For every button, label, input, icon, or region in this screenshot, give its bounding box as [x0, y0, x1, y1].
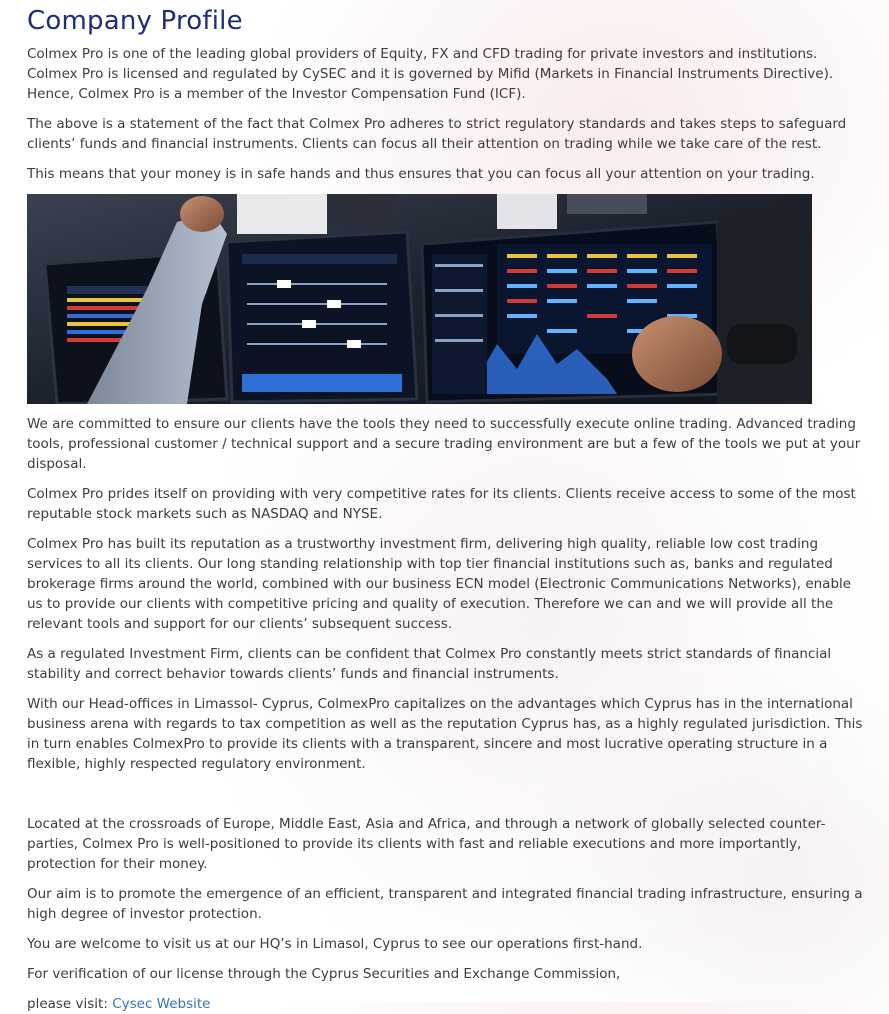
intro-paragraph: Colmex Pro is one of the leading global providers of Equity, FX and CFD trading for private investors and institutions. Colmex Pro is licensed and regulated by CySEC and it is governed by Mifid (Markets in Financial Instruments Directive). Hence, Colmex Pro is a member of the Investor Compensation Fund (ICF). — [27, 46, 834, 102]
commitment-paragraph: We are committed to ensure our clients have the tools they need to successfully execute online trading. Advanced trading tools, professional customer / technical support and a secure trading environment are but a few of the tools we put at your disposal. — [27, 416, 861, 472]
company-profile-page — [27, 0, 869, 1014]
verification-paragraph: For verification of our license through the Cyprus Securities and Exchange Commission, — [27, 966, 621, 982]
regulation-paragraph: The above is a statement of the fact that Colmex Pro adheres to strict regulatory standards and takes steps to safeguard clients’ funds and financial instruments. Clients can focus all their attention on trading while we take care of the rest. — [27, 116, 847, 152]
trading-desk-photo — [27, 194, 812, 404]
visit-paragraph: You are welcome to visit us at our HQ’s in Limasol, Cyprus to see our operations first-hand. — [27, 936, 643, 952]
page-title: Company Profile — [27, 6, 243, 36]
cysec-website-link[interactable]: Cysec Website — [112, 996, 211, 1012]
rates-paragraph: Colmex Pro prides itself on providing with very competitive rates for its clients. Clients receive access to some of the most reputable stock markets such as NASDAQ and NYSE. — [27, 486, 856, 522]
head-office-paragraph: With our Head-offices in Limassol- Cyprus, ColmexPro capitalizes on the advantages which Cyprus has in the international business arena with regards to tax competition as well as the reputation Cyprus has, as a highly regulated jurisdiction. This in turn enables ColmexPro to provide its clients with a transparent, sincere and most lucrative operating structure in a flexible, highly respected regulatory environment. — [27, 696, 863, 772]
visit-prefix: please visit: — [27, 996, 113, 1012]
visit-link-line — [27, 994, 869, 1014]
location-paragraph: Located at the crossroads of Europe, Middle East, Asia and Africa, and through a network of globally selected counter-parties, Colmex Pro is well-positioned to provide its clients with fast and reliable executions and more importantly, protection for their money. — [27, 816, 826, 872]
aim-paragraph: Our aim is to promote the emergence of an efficient, transparent and integrated financial trading infrastructure, ensuring a high degree of investor protection. — [27, 886, 863, 922]
safety-paragraph: This means that your money is in safe hands and thus ensures that you can focus all your attention on your trading. — [27, 166, 815, 182]
reputation-paragraph: Colmex Pro has built its reputation as a trustworthy investment firm, delivering high quality, reliable low cost trading services to all its clients. Our long standing relationship with top tier financial institutions such as, banks and regulated brokerage firms around the world, combined with our business ECN model (Electronic Communications Networks), enable us to provide our clients with competitive pricing and quality of execution. Therefore we can and we will provide all the relevant tools and support for our clients’ subsequent success. — [27, 536, 852, 632]
regulated-firm-paragraph: As a regulated Investment Firm, clients can be confident that Colmex Pro constantly meets strict standards of financial stability and correct behavior towards clients’ funds and financial instruments. — [27, 646, 832, 682]
